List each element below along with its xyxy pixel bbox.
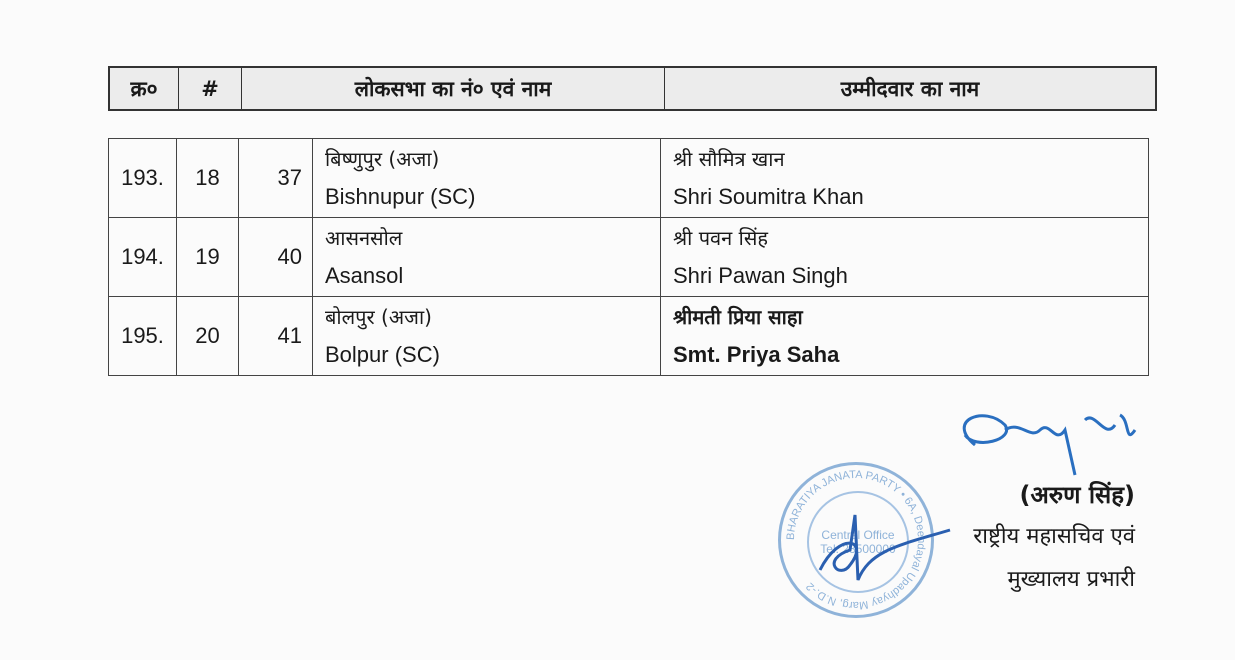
- cell-candidate: [661, 218, 1149, 297]
- cell-ls-no: 37: [239, 139, 313, 218]
- stamp-line2: Tel: 23500000: [820, 542, 896, 556]
- cell-ls-no: 40: [239, 218, 313, 297]
- table-row: [109, 297, 1149, 376]
- cell-candidate: [661, 139, 1149, 218]
- cell-sr: 194.: [109, 218, 177, 297]
- candidate-english: Smt. Priya Saha: [673, 342, 840, 367]
- constituency-english: Bishnupur (SC): [325, 184, 476, 209]
- cell-sr: 195.: [109, 297, 177, 376]
- constituency-english: Asansol: [325, 263, 404, 288]
- candidate-table: [108, 138, 1149, 376]
- cell-hash: 18: [177, 139, 239, 218]
- cell-ls-no: 41: [239, 297, 313, 376]
- candidate-english: Shri Soumitra Khan: [673, 184, 864, 209]
- header-constituency: लोकसभा का नं० एवं नाम: [242, 68, 665, 109]
- constituency-hindi: आसनसोल: [325, 226, 403, 250]
- table-row: [109, 139, 1149, 218]
- cell-constituency: [313, 218, 661, 297]
- svg-text:BHARATIYA JANATA PARTY • 6A, D: BHARATIYA JANATA PARTY • 6A, Deendayal Upadhyay Marg, N.D.-2: [784, 468, 928, 612]
- cell-constituency: [313, 139, 661, 218]
- stamp-line1: Central Office: [821, 528, 895, 542]
- signature: [945, 400, 1145, 480]
- constituency-hindi: बिष्णुपुर (अजा): [325, 147, 440, 171]
- header-candidate: उम्मीदवार का नाम: [840, 76, 980, 101]
- candidate-hindi: श्रीमती प्रिया साहा: [673, 305, 803, 329]
- constituency-english: Bolpur (SC): [325, 342, 440, 367]
- constituency-hindi: बोलपुर (अजा): [325, 305, 432, 329]
- cell-hash: 19: [177, 218, 239, 297]
- cell-candidate: [661, 297, 1149, 376]
- candidate-hindi: श्री सौमित्र खान: [673, 147, 785, 171]
- candidate-english: Shri Pawan Singh: [673, 263, 848, 288]
- table-header: [108, 66, 1157, 111]
- signatory-name: (अरुण सिंह): [1019, 481, 1135, 509]
- cell-constituency: [313, 297, 661, 376]
- header-sr: क्र०: [110, 68, 179, 109]
- header-hash: #: [179, 68, 242, 109]
- cell-sr: 193.: [109, 139, 177, 218]
- stamp-signature: [800, 510, 960, 590]
- candidate-hindi: श्री पवन सिंह: [673, 226, 768, 250]
- table-row: [109, 218, 1149, 297]
- signatory-title-1: राष्ट्रीय महासचिव एवं: [973, 524, 1135, 549]
- cell-hash: 20: [177, 297, 239, 376]
- signatory-title-2: मुख्यालय प्रभारी: [1007, 567, 1135, 592]
